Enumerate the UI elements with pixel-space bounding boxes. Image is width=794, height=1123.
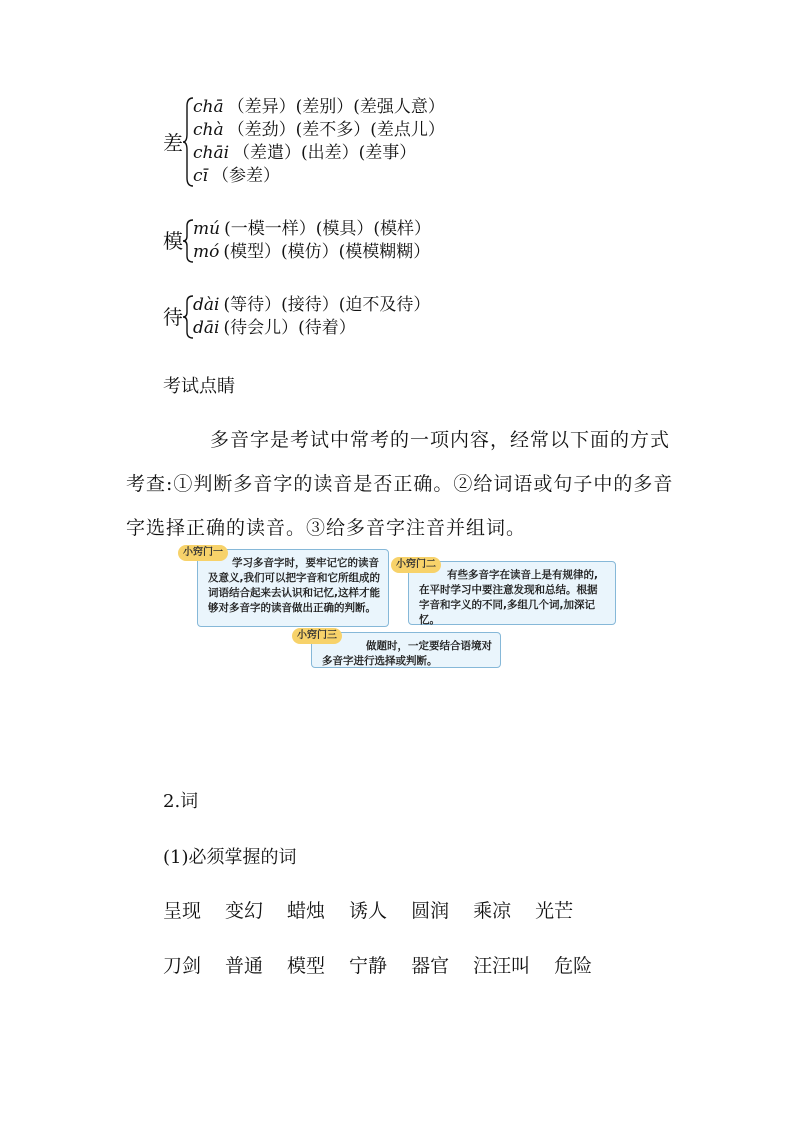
tip-tag-2: 小窍门二 (391, 557, 441, 573)
tip-box-1: 学习多音字时，要牢记它的读音及意义,我们可以把字音和它所组成的词语结合起来去认识和记忆,这样才能够对多音字的读音做出正确的判断。 (197, 549, 389, 627)
sub-title: (1)必须掌握的词 (163, 847, 297, 868)
exam-title: 考试点睛 (163, 376, 235, 397)
word-item: 诱人 (349, 900, 388, 922)
polyphone-line: dāi (待会儿）(待着） (193, 318, 356, 338)
polyphone-line: dài (等待）(接待）(迫不及待） (193, 295, 431, 315)
word-row (163, 899, 597, 923)
word-item: 乘凉 (473, 900, 512, 922)
word-item: 模型 (287, 955, 326, 977)
word-item: 汪汪叫 (473, 955, 531, 977)
word-item: 普通 (225, 955, 264, 977)
word-item: 宁静 (349, 955, 388, 977)
polyphone-line: chāi （差遣）(出差）(差事） (193, 143, 417, 163)
tip-box-2: 有些多音字在读音上是有规律的,在平时学习中要注意发现和总结。根据字音和字义的不同,多组几个词,加深记忆。 (408, 561, 616, 625)
word-item: 变幻 (225, 900, 264, 922)
polyphone-line: cī （参差） (193, 166, 280, 186)
polyphone-line: mú (一模一样）(模具）(模样） (193, 219, 431, 239)
word-item: 光芒 (535, 900, 574, 922)
tip-box-3: 做题时，一定要结合语境对多音字进行选择或判断。 (311, 632, 501, 668)
word-item: 器官 (411, 955, 450, 977)
polyphone-char: 模 (163, 229, 183, 253)
word-item: 圆润 (411, 900, 450, 922)
word-row (163, 954, 616, 978)
polyphone-line: mó (模型）(模仿）(模模糊糊） (193, 242, 431, 262)
polyphone-line: chā （差异）(差别）(差强人意） (193, 97, 445, 117)
tip-tag-3: 小窍门三 (292, 628, 342, 644)
polyphone-char: 差 (163, 131, 183, 155)
tip-tag-1: 小窍门一 (178, 545, 228, 561)
polyphone-char: 待 (163, 305, 183, 329)
section-title: 2.词 (163, 791, 199, 812)
word-item: 危险 (554, 955, 593, 977)
word-item: 呈现 (163, 900, 202, 922)
polyphone-line: chà （差劲）(差不多）(差点儿） (193, 120, 445, 140)
exam-paragraph: 多音字是考试中常考的一项内容，经常以下面的方式考查:①判断多音字的读音是否正确。②给词语或句子中的多音字选择正确的读音。③给多音字注音并组词。 (126, 429, 674, 539)
word-item: 刀剑 (163, 955, 202, 977)
word-item: 蜡烛 (287, 900, 326, 922)
